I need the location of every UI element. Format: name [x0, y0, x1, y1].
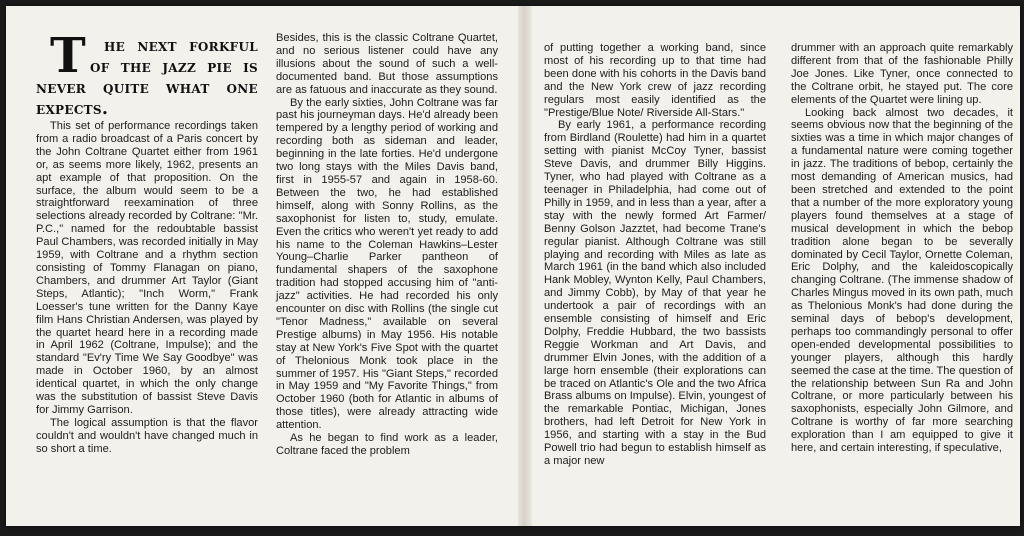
column-1: [36, 28, 258, 456]
column-2-paragraph-2: By the early sixties, John Coltrane was far past his journeyman days. He'd already been tempered by a lengthy period of working and recording both as sideman and leader, beginning in the late forties. He'd undergone two long stays with the Miles Davis band, first in 1955-57 and again in 1958-60. Between the two, he had established himself, along with Sonny Rollins, as the saxophonist for listen to, study, emulate. Even the critics who weren't yet ready to add his name to the Coleman Hawkins–Lester Young–Charlie Parker pantheon of fundamental shapers of the saxophone tradition had stopped accusing him of "anti-jazz" activities. He had recorded his only encounter on disc with Rollins (the single cut "Tenor Madness," available on several Prestige albums) in May 1956. His notable stay at New York's Five Spot with the quartet of Thelonious Monk took place in the summer of 1957. His "Giant Steps," recorded in May 1959 and "My Favorite Things," from October 1960 (both for Atlantic in albums of those titles), were already attracting wide attention.: [276, 96, 498, 432]
column-3-paragraph-2: By early 1961, a performance recording from Birdland (Roulette) had him in a quartet setting with pianist McCoy Tyner, bassist Steve Davis, and drummer Billy Higgins. Tyner, who had played with Coltrane as a teenager in Philadelphia, had come out of Philly in 1959, and in less than a year, after a stay with the newly formed Art Farmer/ Benny Golson Jazztet, had become Trane's regular pianist. Although Coltrane was still playing and recording with Miles as late as March 1961 (in the band which also included Hank Mobley, Wynton Kelly, Paul Chambers, and Jimmy Cobb), by May of that year he undertook a pair of recordings with an ensemble consisting of himself and Eric Dolphy, Freddie Hubbard, the two bassists Reggie Workman and Art Davis, and drummer Elvin Jones, with the addition of a large horn ensemble (their explorations can be traced on Atlantic's Ole and the two Africa Brass albums on Impulse). Elvin, youngest of the remarkable Pontiac, Michigan, Jones brothers, had left Detroit for New York in 1956, and starting with a stay in the Bud Powell trio had begun to establish himself as a major new: [544, 119, 766, 467]
column-4-paragraph-1: drummer with an approach quite remarkably different from that of the fashionable Philly Joe Jones. Like Tyner, once connected to the Coltrane orbit, he stayed put. The core elements of the Quartet were lining up.: [791, 42, 1013, 106]
column-2: [276, 32, 498, 458]
liner-notes-booklet: [6, 6, 1020, 526]
drop-cap: T: [50, 28, 87, 84]
column-3: [544, 42, 766, 468]
column-2-paragraph-3: As he began to find work as a leader, Coltrane faced the problem: [276, 432, 498, 457]
headline: [36, 28, 258, 120]
booklet-fold: [518, 6, 532, 526]
column-2-paragraph-1: Besides, this is the classic Coltrane Quartet, and no serious listener could have any illusions about the sound of such a well-documented band. But those assumptions are as fatuous and inaccurate as they sound.: [276, 32, 498, 96]
column-3-paragraph-1: of putting together a working band, since most of his recording up to that time had been done with his cohorts in the Davis band and the New York crew of jazz recording regulars most easily identified as the "Prestige/Blue Note/ Riverside All-Stars.": [544, 42, 766, 119]
column-1-paragraph-1: This set of performance recordings taken from a radio broadcast of a Paris concert by the John Coltrane Quartet either from 1961 or, as seems more likely, 1962, presents an apt example of that proposition. On the surface, the album would seem to be a straightforward reexamination of three selections already recorded by Coltrane: "Mr. P.C.," named for the redoubtable bassist Paul Chambers, was recorded initially in May 1959, with Coltrane and a rhythm section consisting of Tommy Flanagan on piano, Chambers, and drummer Art Taylor (Giant Steps, Atlantic); "Inch Worm," Frank Loesser's tune written for the Danny Kaye film Hans Christian Andersen, was played by the quartet heard here in a recording made in April 1962 (Coltrane, Impulse); and the standard "Ev'ry Time We Say Goodbye" was made in October 1960, by an almost identical quartet, in which the only change was the substitution of bassist Steve Davis for Jimmy Garrison.: [36, 120, 258, 416]
column-4-paragraph-2: Looking back almost two decades, it seems obvious now that the beginning of the sixties was a time in which major changes of a fundamental nature were coming together in jazz. The traditions of bebop, certainly the most demanding of American musics, had been stretched and extended to the point that a number of the more exploratory young players found themselves at a stage of musical development in which the bebop tradition alone began to be severally dominated by Cecil Taylor, Ornette Coleman, Eric Dolphy, and the kaleidoscopically changing Coltrane. (The immense shadow of Charles Mingus moved in its own path, much as Thelonious Monk's had done during the seminal days of bebop's development, perhaps too commandingly personal to offer open-ended developmental possibilities to younger players, although this hardly seemed the case at the time. The question of the relationship between Sun Ra and John Coltrane, or more particularly between his saxophonists, especially John Gilmore, and Coltrane is worthy of far more searching exploration than I am equipped to give it here, and certain interesting, if speculative,: [791, 106, 1013, 455]
headline-text: he next forkful of the jazz pie is never quite what one expects.: [36, 36, 258, 119]
column-4: [791, 42, 1013, 455]
column-1-paragraph-2: The logical assumption is that the flavor couldn't and wouldn't have changed much in so short a time.: [36, 416, 258, 455]
